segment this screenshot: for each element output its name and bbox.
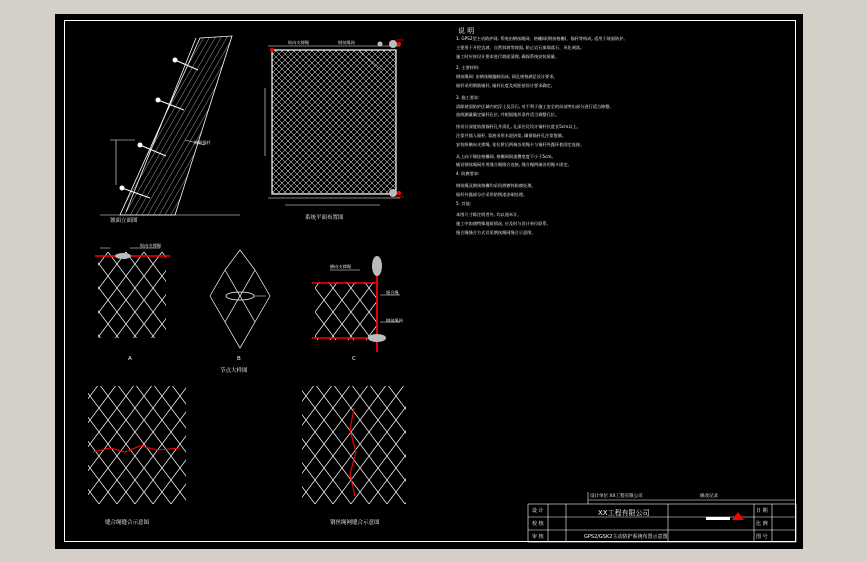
notes-line: 施工时应按设计要求进行坡面清理, 确保系统安装质量。 [456, 53, 560, 59]
notes-line: 缝合绳缝合方式详见钢丝绳网缝合示意图。 [456, 229, 536, 235]
notes-line: 铺设钢丝绳网并用缝合绳缝合连接, 缝合绳两端各用绳卡固定。 [456, 162, 572, 168]
notes-line: 钢丝绳及钢丝格栅均采用热镀锌防腐处理。 [456, 182, 536, 188]
caption-seam-left: 缝合绳缝合示意图 [105, 520, 150, 526]
notes-line: 锚杆采用钢筋锚杆, 锚杆长度及间距按设计要求确定。 [456, 82, 555, 88]
tb-scale-label: 比 例 [756, 521, 768, 527]
notes-line: 4. 防腐要求: [456, 171, 480, 177]
notes-line: 主要用于开挖边坡、自然斜坡等坡面, 防止岩石崩塌落石、风化剥落。 [456, 44, 585, 50]
tb-row1: 设 计 [532, 508, 544, 514]
caption-detail-b-title: 节点大样图 [220, 368, 248, 374]
slope-section [100, 36, 240, 215]
note-red-1: 纵向支撑绳 [140, 243, 161, 248]
notes-line: 3. 施工要求: [456, 94, 480, 100]
seam-diagram-left [88, 386, 186, 504]
detail-c [312, 256, 400, 352]
note-anchor: 钢筋锚杆 [194, 140, 211, 145]
tb-drawing-title: GPS2/GSK2主动防护系统布置示意图 [584, 534, 668, 540]
notes-line: 注浆并插入锚杆, 浆液采用水泥砂浆, 确保锚杆孔注浆饱满。 [456, 132, 567, 138]
layout-plan [265, 40, 404, 205]
caption-section: 坡面立面图 [110, 218, 138, 224]
tb-row3: 审 核 [532, 534, 544, 540]
seam-diagram-right [302, 386, 406, 504]
notes-line: 本图尺寸除注明者外, 均以厘米计。 [456, 212, 522, 218]
caption-detail-b: B [237, 356, 241, 362]
caption-detail-c: C [352, 356, 356, 362]
notes-line: 1. GPS2型主动防护网, 系统由钢丝绳网、格栅网(钢丝格栅)、锚杆等构成, 适用于坡面防护。 [456, 36, 628, 41]
note-red-3: 缝合绳 [386, 290, 399, 295]
caption-seam-right: 钢丝绳网缝合示意图 [330, 520, 380, 526]
notes-line: 钢丝绳网: 由钢丝绳编制而成, 网孔规格满足设计要求。 [456, 74, 558, 80]
note-top-2: 钢丝绳网 [338, 40, 355, 45]
logo-mark [732, 512, 744, 520]
notes-line: 放线测量确定锚杆孔位, 并根据地形条件适当调整孔位。 [456, 112, 560, 118]
notes-line: 锚杆外露部分应采用防锈漆涂刷处理。 [456, 191, 528, 197]
tb-company: XX工程有限公司 [598, 509, 650, 517]
tb-header: 设计单位 XX工程有限公司 [590, 494, 643, 499]
tb-row2: 校 核 [532, 521, 544, 527]
notes-line: 清除坡面防护区域内的浮土及浮石, 对不利于施工安全的局部突出部分进行适当修整。 [456, 103, 614, 109]
note-red-4: 钢丝绳网 [386, 318, 403, 323]
notes-line: 安装纵横向支撑绳, 张拉紧后两端各用绳卡与锚杆外露环套固定连接。 [456, 141, 585, 147]
caption-detail-a: A [128, 356, 132, 362]
note-top-1: 纵向支撑绳 [288, 40, 309, 45]
notes-line: 2. 主要材料: [456, 65, 480, 71]
tb-revision: 修改记录 [700, 494, 718, 499]
tb-sheet-label: 图 号 [756, 534, 768, 540]
detail-a [95, 248, 170, 338]
notes-line: 施工中如遇特殊地质情况, 应及时与设计单位联系。 [456, 221, 551, 227]
note-red-2: 横向支撑绳 [330, 264, 351, 269]
notes-line: 5. 其他: [456, 200, 472, 206]
caption-layout: 系统平面布置图 [305, 215, 344, 221]
tb-date-label: 日 期 [756, 508, 768, 514]
notes-title: 说 明 [458, 27, 475, 35]
notes-line: 按设计深度钻凿锚杆孔并清孔, 孔深应比设计锚杆长度长5cm以上。 [456, 124, 581, 130]
notes-line: 从上向下铺挂格栅网, 格栅网间重叠宽度不小于5cm。 [456, 153, 556, 159]
detail-b [210, 250, 270, 348]
notes-body [456, 36, 791, 242]
